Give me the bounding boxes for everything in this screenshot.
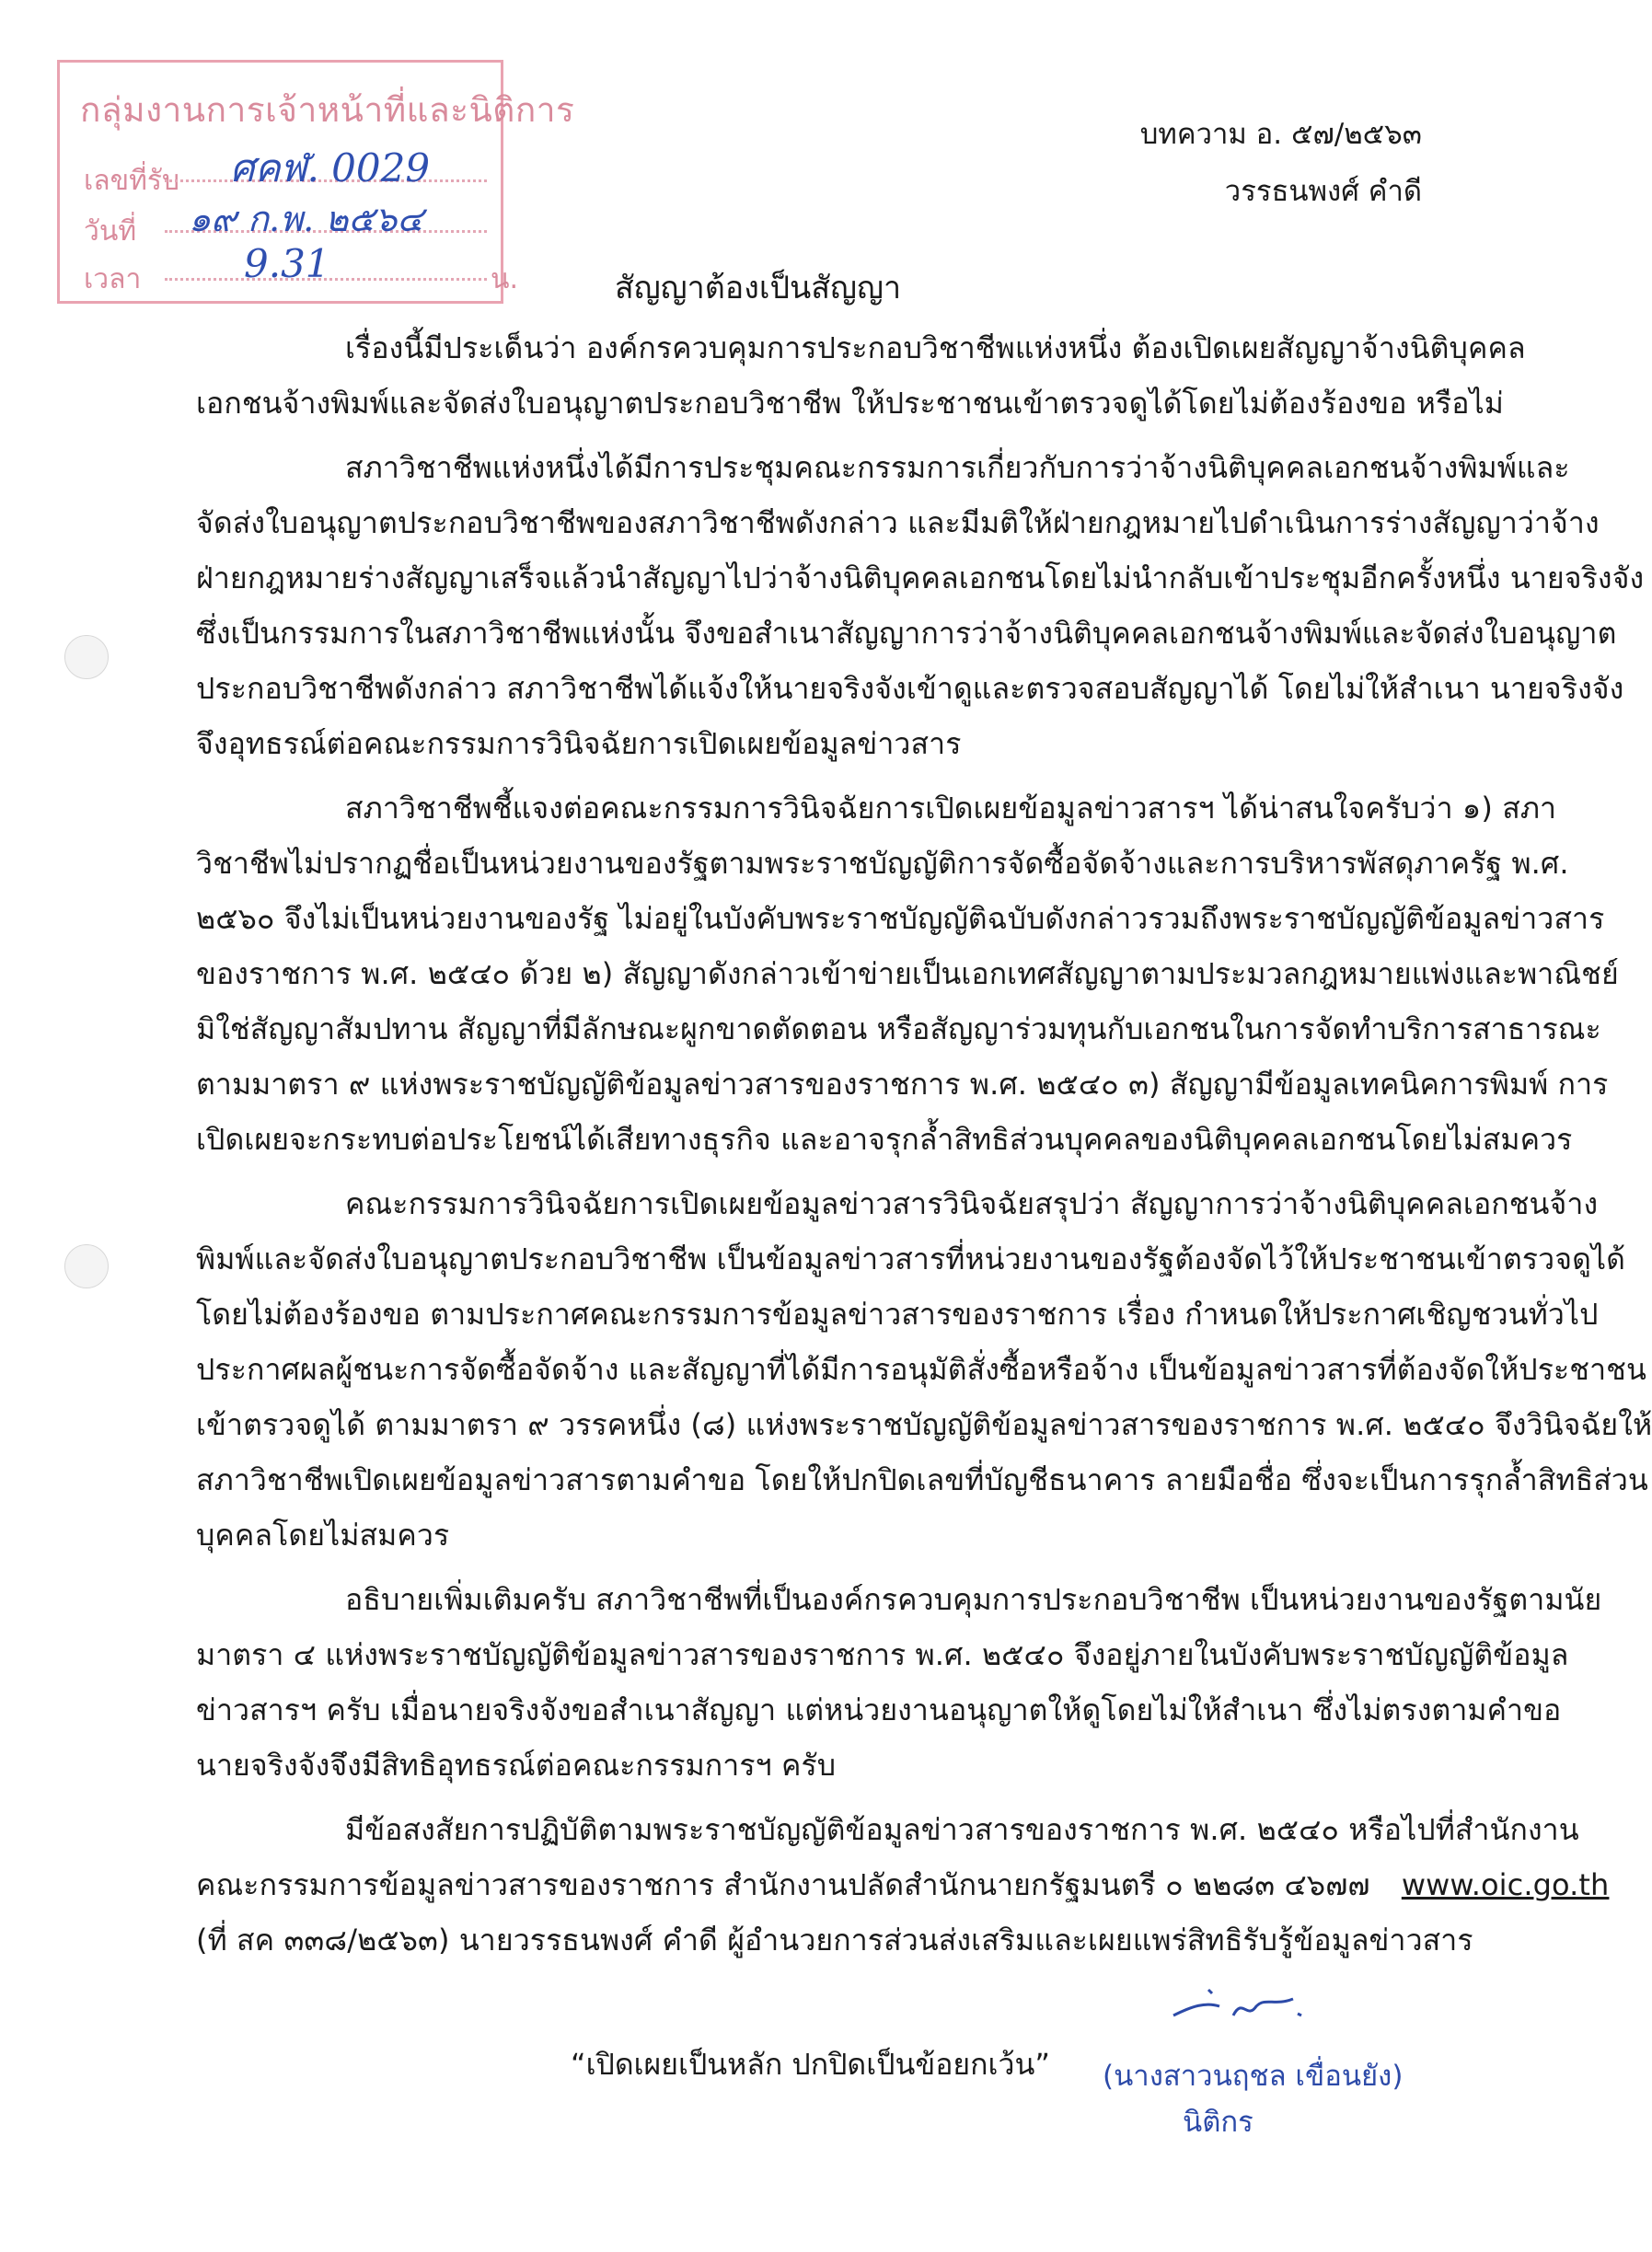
stamp-time-label: เวลา — [84, 263, 142, 295]
article-author: วรรธนพงศ์ คำดี — [1224, 175, 1422, 208]
body-line: ของราชการ พ.ศ. ๒๕๔๐ ด้วย ๒) สัญญาดังกล่าวเข้าข่ายเป็นเอกเทศสัญญาตามประมวลกฎหมายแพ่งและพาณิชย์ — [196, 956, 1619, 991]
body-line: คณะกรรมการวินิจฉัยการเปิดเผยข้อมูลข่าวสารวินิจฉัยสรุปว่า สัญญาการว่าจ้างนิติบุคคลเอกชนจ้าง — [345, 1186, 1599, 1221]
stamp-number-handwritten: ศคฬ. 0029 — [230, 145, 431, 191]
signer-position: นิติกร — [1183, 2106, 1253, 2139]
body-line: มาตรา ๔ แห่งพระราชบัญญัติข้อมูลข่าวสารของราชการ พ.ศ. ๒๕๔๐ จึงอยู่ภายในบังคับพระราชบัญญัติข้อมูล — [196, 1637, 1569, 1672]
body-line: สภาวิชาชีพชี้แจงต่อคณะกรรมการวินิจฉัยการเปิดเผยข้อมูลข่าวสารฯ ได้น่าสนใจครับว่า ๑) สภา — [345, 791, 1557, 826]
document-title: สัญญาต้องเป็นสัญญา — [614, 270, 902, 306]
stamp-title: กลุ่มงานการเจ้าหน้าที่และนิติการ — [80, 90, 575, 130]
stamp-date-handwritten: ๑๙ ก.พ. ๒๕๖๔ — [189, 199, 424, 239]
stamp-time-handwritten: 9.31 — [244, 241, 330, 286]
body-line — [196, 1862, 1609, 1909]
body-line: เรื่องนี้มีประเด็นว่า องค์กรควบคุมการประกอบวิชาชีพแห่งหนึ่ง ต้องเปิดเผยสัญญาจ้างนิติบุคคล — [345, 330, 1526, 365]
body-line: สภาวิชาชีพเปิดเผยข้อมูลข่าวสารตามคำขอ โดยให้ปกปิดเลขที่บัญชีธนาคาร ลายมือชื่อ ซึ่งจะเป็นการรุกล้ำสิทธิส่วน — [196, 1462, 1648, 1497]
punch-hole-bottom — [64, 1244, 109, 1288]
body-line: ประกาศผลผู้ชนะการจัดซื้อจัดจ้าง และสัญญาที่ได้มีการอนุมัติสั่งซื้อหรือจ้าง เป็นข้อมูลข่าวสารที่ต้องจัดให้ประชาชน — [196, 1352, 1646, 1387]
body-line: โดยไม่ต้องร้องขอ ตามประกาศคณะกรรมการข้อมูลข่าวสารของราชการ เรื่อง กำหนดให้ประกาศเชิญชวนทั่วไป — [196, 1297, 1599, 1332]
body-line: สภาวิชาชีพแห่งหนึ่งได้มีการประชุมคณะกรรมการเกี่ยวกับการว่าจ้างนิติบุคคลเอกชนจ้างพิมพ์และ — [345, 450, 1570, 485]
body-line: บุคคลโดยไม่สมควร — [196, 1518, 450, 1553]
body-line: เปิดเผยจะกระทบต่อประโยชน์ได้เสียทางธุรกิจ และอาจรุกล้ำสิทธิส่วนบุคคลของนิติบุคคลเอกชนโดยไม่สมควร — [196, 1122, 1573, 1157]
body-line: เอกชนจ้างพิมพ์และจัดส่งใบอนุญาตประกอบวิชาชีพ ให้ประชาชนเข้าตรวจดูได้โดยไม่ต้องร้องขอ หรือไม่ — [196, 386, 1504, 421]
body-line: วิชาชีพไม่ปรากฏชื่อเป็นหน่วยงานของรัฐตามพระราชบัญญัติการจัดซื้อจัดจ้างและการบริหารพัสดุภาครัฐ พ.ศ. — [196, 846, 1569, 881]
handwritten-signature — [1164, 1979, 1311, 2043]
motto: “เปิดเผยเป็นหลัก ปกปิดเป็นข้อยกเว้น” — [571, 2047, 1050, 2082]
body-line: ตามมาตรา ๙ แห่งพระราชบัญญัติข้อมูลข่าวสารของราชการ พ.ศ. ๒๕๔๐ ๓) สัญญามีข้อมูลเทคนิคการพิมพ์ การ — [196, 1067, 1609, 1102]
body-line: นายจริงจังจึงมีสิทธิอุทธรณ์ต่อคณะกรรมการฯ ครับ — [196, 1748, 837, 1783]
body-line: ซึ่งเป็นกรรมการในสภาวิชาชีพแห่งนั้น จึงขอสำเนาสัญญาการว่าจ้างนิติบุคคลเอกชนจ้างพิมพ์และจัดส่งใบอนุญาต — [196, 616, 1617, 651]
body-line: จัดส่งใบอนุญาตประกอบวิชาชีพของสภาวิชาชีพดังกล่าว และมีมติให้ฝ่ายกฎหมายไปดำเนินการร่างสัญญาว่าจ้าง — [196, 505, 1600, 540]
body-line: มิใช่สัญญาสัมปทาน สัญญาที่มีลักษณะผูกขาดตัดตอน หรือสัญญาร่วมทุนกับเอกชนในการจัดทำบริการสาธารณะ — [196, 1011, 1601, 1046]
website-link[interactable]: www.oic.go.th — [1401, 1867, 1610, 1902]
contact-text: คณะกรรมการข้อมูลข่าวสารของราชการ สำนักงานปลัดสำนักนายกรัฐมนตรี ๐ ๒๒๘๓ ๔๖๗๗ — [196, 1867, 1370, 1902]
stamp-number-label: เลขที่รับ — [84, 165, 180, 197]
stamp-date-row — [84, 210, 163, 253]
body-line: พิมพ์และจัดส่งใบอนุญาตประกอบวิชาชีพ เป็นข้อมูลข่าวสารที่หน่วยงานของรัฐต้องจัดไว้ให้ประชาชนเข้าตรวจดูได้ — [196, 1241, 1626, 1276]
body-line: เข้าตรวจดูได้ ตามมาตรา ๙ วรรคหนึ่ง (๘) แห่งพระราชบัญญัติข้อมูลข่าวสารของราชการ พ.ศ. ๒๕๔๐ จึงวินิจฉัยให้ — [196, 1407, 1652, 1442]
body-line: อธิบายเพิ่มเติมครับ สภาวิชาชีพที่เป็นองค์กรควบคุมการประกอบวิชาชีพ เป็นหน่วยงานของรัฐตามนัย — [345, 1582, 1602, 1617]
stamp-time-unit: น. — [491, 263, 519, 295]
stamp-date-label: วันที่ — [84, 215, 137, 248]
body-line: ประกอบวิชาชีพดังกล่าว สภาวิชาชีพได้แจ้งให้นายจริงจังเข้าดูและตรวจสอบสัญญาได้ โดยไม่ให้สำเนา นายจริงจัง — [196, 671, 1624, 706]
article-reference: บทความ อ. ๕๗/๒๕๖๓ — [1139, 118, 1422, 151]
body-line: มีข้อสงสัยการปฏิบัติตามพระราชบัญญัติข้อมูลข่าวสารของราชการ พ.ศ. ๒๕๔๐ หรือไปที่สำนักงาน — [345, 1812, 1579, 1847]
punch-hole-top — [64, 635, 109, 679]
body-line: ๒๕๖๐ จึงไม่เป็นหน่วยงานของรัฐ ไม่อยู่ในบังคับพระราชบัญญัติฉบับดังกล่าวรวมถึงพระราชบัญญัติข้อมูลข่าวสาร — [196, 901, 1605, 936]
body-line: ข่าวสารฯ ครับ เมื่อนายจริงจังขอสำเนาสัญญา แต่หน่วยงานอนุญาตให้ดูโดยไม่ให้สำเนา ซึ่งไม่ตรงตามคำขอ — [196, 1692, 1562, 1727]
signer-name: (นางสาวนฤชล เขื่อนยัง) — [1103, 2060, 1404, 2093]
body-line: ฝ่ายกฎหมายร่างสัญญาเสร็จแล้วนำสัญญาไปว่าจ้างนิติบุคคลเอกชนโดยไม่นำกลับเข้าประชุมอีกครั้งหนึ่ง นายจริงจัง — [196, 560, 1645, 595]
body-line: (ที่ สค ๓๓๘/๒๕๖๓) นายวรรธนพงศ์ คำดี ผู้อำนวยการส่วนส่งเสริมและเผยแพร่สิทธิรับรู้ข้อมูลข่าวสาร — [196, 1923, 1473, 1958]
stamp-number-row — [84, 159, 180, 202]
body-line: จึงอุทธรณ์ต่อคณะกรรมการวินิจฉัยการเปิดเผยข้อมูลข่าวสาร — [196, 726, 962, 761]
